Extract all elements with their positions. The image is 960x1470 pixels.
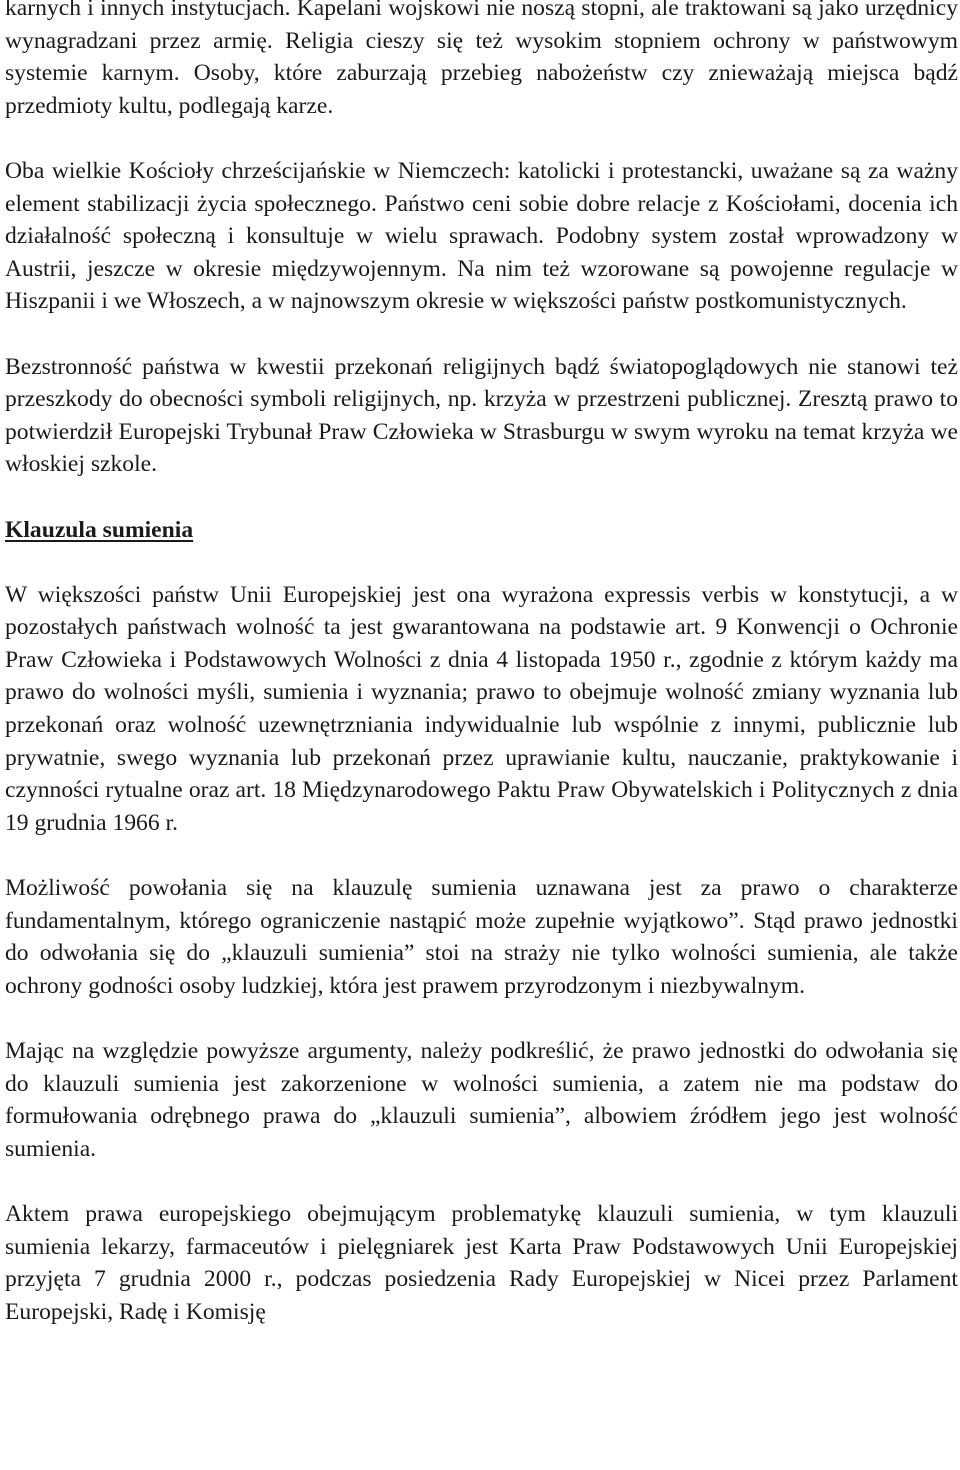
document-page: [5, 0, 958, 1361]
section-heading: Klauzula sumienia: [5, 516, 194, 543]
paragraph-clergy-penal: karnych i innych instytucjach. Kapelani wojskowi nie noszą stopni, ale traktowani są jako urzędnicy wynagradzani przez armię. Religia cieszy się też wysokim stopniem ochrony w państwowym systemie karnym. Osoby, które zaburzają przebieg nabożeństw czy znieważają miejsca bądź przedmioty kultu, podlegają karze.: [5, 0, 958, 119]
paragraph-churches-germany: Oba wielkie Kościoły chrześcijańskie w Niemczech: katolicki i protestancki, uważane są za ważny element stabilizacji życia społecznego. Państwo ceni sobie dobre relacje z Kościołami, docenia ich działalność społeczną i konsultuje w wielu sprawach. Podobny system został wprowadzony w Austrii, jeszcze w okresie międzywojennym. Na nim też wzorowane są powojenne regulacje w Hiszpanii i we Włoszech, a w najnowszym okresie w większości państw postkomunistycznych.: [5, 157, 958, 315]
paragraph-religious-symbols: Bezstronność państwa w kwestii przekonań religijnych bądź światopoglądowych nie stanowi też przeszkody do obecności symboli religijnych, np. krzyża w przestrzeni publicznej. Zresztą prawo to potwierdził Europejski Trybunał Praw Człowieka w Strasburgu w swym wyroku na temat krzyża we włoskiej szkole.: [5, 353, 958, 478]
paragraph-fundamental-right: Możliwość powołania się na klauzulę sumienia uznawana jest za prawo o charakterze fundamentalnym, którego ograniczenie nastąpić może zupełnie wyjątkowo”. Stąd prawo jednostki do odwołania się do „klauzuli sumienia” stoi na straży nie tylko wolności sumienia, ale także ochrony godności osoby ludzkiej, która jest prawem przyrodzonym i niezbywalnym.: [5, 875, 958, 999]
paragraph-eu-constitution: W większości państw Unii Europejskiej jest ona wyrażona expressis verbis w konstytucji, a w pozostałych państwach wolność ta jest gwarantowana na podstawie art. 9 Konwencji o Ochronie Praw Człowieka i Podstawowych Wolności z dnia 4 listopada 1950 r., zgodnie z którym każdy ma prawo do wolności myśli, sumienia i wyznania; prawo to obejmuje wolność zmiany wyznania lub przekonań oraz wolność uzewnętrzniania indywidualnie lub wspólnie z innymi, publicznie lub prywatnie, swego wyznania lub przekonań przez uprawianie kultu, nauczanie, praktykowanie i czynności rytualne oraz art. 18 Międzynarodowego Paktu Praw Obywatelskich i Politycznych z dnia 19 grudnia 1966 r.: [5, 581, 958, 836]
paragraph-charter: Aktem prawa europejskiego obejmującym problematykę klauzuli sumienia, w tym klauzuli sumienia lekarzy, farmaceutów i pielęgniarek jest Karta Praw Podstawowych Unii Europejskiej przyjęta 7 grudnia 2000 r., podczas posiedzenia Rady Europejskiej w Nicei przez Parlament Europejski, Radę i Komisję: [5, 1200, 958, 1325]
paragraph-conclusion: Mając na względzie powyższe argumenty, należy podkreślić, że prawo jednostki do odwołania się do klauzuli sumienia jest zakorzenione w wolności sumienia, a zatem nie ma podstaw do formułowania odrębnego prawa do „klauzuli sumienia”, albowiem źródłem jego jest wolność sumienia.: [5, 1038, 958, 1162]
